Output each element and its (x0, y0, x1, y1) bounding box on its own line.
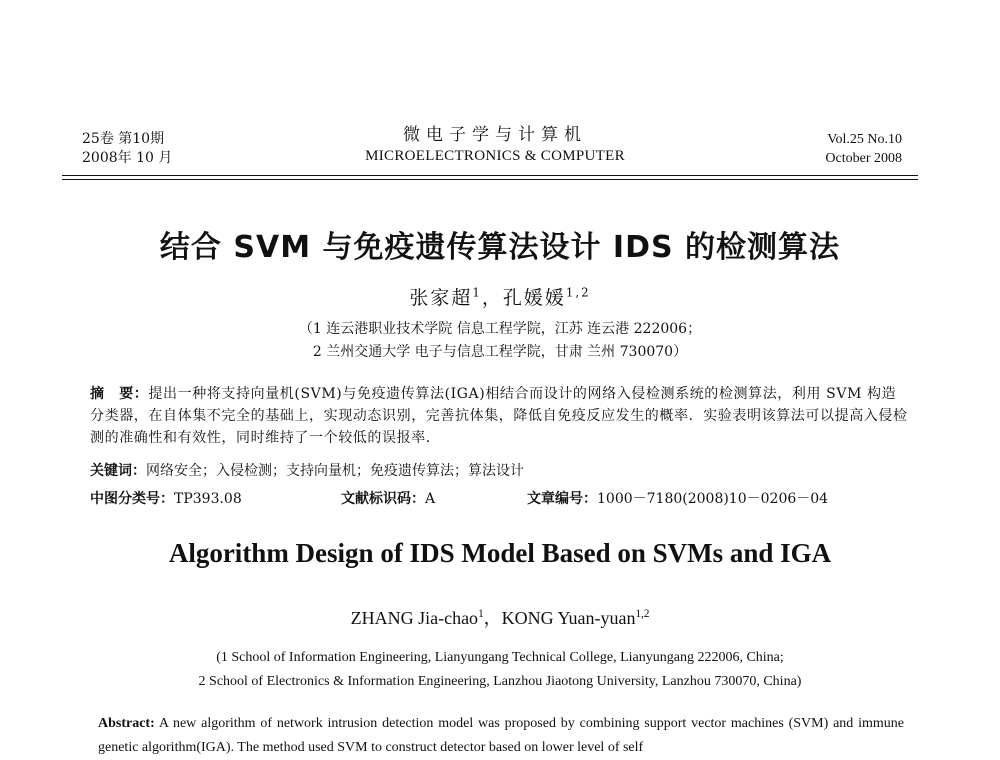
volume-issue-en (825, 130, 902, 168)
clc-value: TP393.08 (174, 491, 242, 507)
abstract-label-cn: 摘 要： (90, 386, 149, 402)
paper-title-en: Algorithm Design of IDS Model Based on SVMs and IGA (168, 538, 832, 568)
document-code-value: A (425, 491, 436, 507)
document-code (341, 488, 435, 508)
author-2-affil-en: 1,2 (635, 608, 650, 620)
keywords-label-cn: 关键词： (90, 463, 146, 479)
affiliation-2-en: 2 School of Electronics & Information Engineering, Lanzhou Jiaotong University, Lanzhou 730070, China) (198, 674, 802, 689)
abstract-text-en: A new algorithm of network intrusion detection model was proposed by combining support vector machines (SVM) and immune genetic algorithm(IGA). The method used SVM to construct detector based on lower level of self (98, 716, 904, 755)
affiliation-2-cn: 2 兰州交通大学 电子与信息工程学院，甘肃 兰州 730070） (312, 344, 688, 360)
volume-issue (82, 130, 172, 168)
article-number (527, 488, 828, 508)
header-rule-thick (62, 175, 918, 176)
date-cn: 2008年 10 月 (82, 150, 173, 166)
author-1-cn: 张家超 (409, 287, 473, 309)
journal-name (300, 124, 690, 166)
document-code-label: 文献标识码： (341, 491, 425, 507)
journal-name-en: MICROELECTRONICS & COMPUTER (365, 148, 625, 164)
article-number-label: 文章编号： (527, 491, 597, 507)
authors-en (0, 604, 1000, 630)
author-2-en: KONG Yuan-yuan (501, 608, 636, 628)
date-en: October 2008 (825, 151, 902, 166)
author-1-affil-cn: 1 (472, 285, 482, 300)
author-2-affil-cn: 1,2 (565, 285, 591, 300)
clc-label: 中图分类号： (90, 491, 174, 507)
clc-number (90, 488, 242, 508)
affiliation-1-cn: （1 连云港职业技术学院 信息工程学院，江苏 连云港 222006； (298, 321, 702, 337)
affiliations-en (0, 646, 1000, 694)
paper-title-cn: 结合 SVM 与免疫遗传算法设计 IDS 的检测算法 (159, 230, 841, 265)
author-1-affil-en: 1 (478, 608, 484, 620)
author-separator-en: ， (483, 608, 502, 628)
volume-number-en: Vol.25 No.10 (827, 132, 902, 147)
keywords-text-cn: 网络安全；入侵检测；支持向量机；免疫遗传算法；算法设计 (146, 463, 524, 479)
article-number-value: 1000－7180(2008)10－0206－04 (597, 491, 829, 507)
affiliation-1-en: (1 School of Information Engineering, Lianyungang Technical College, Lianyungang 222006, China; (216, 650, 784, 665)
volume-issue-cn: 25卷 第10期 (82, 131, 165, 147)
author-1-en: ZHANG Jia-chao (350, 608, 479, 628)
header-rule-thin (62, 179, 918, 180)
abstract-cn (90, 383, 910, 449)
abstract-en (98, 712, 904, 760)
abstract-label-en: Abstract: (98, 716, 155, 731)
authors-cn (0, 283, 1000, 310)
keywords-cn (90, 460, 910, 480)
author-2-cn: 孔媛媛 (502, 287, 566, 309)
author-separator-cn: ， (481, 287, 503, 309)
journal-name-cn: 微电子学与计算机 (403, 125, 587, 145)
affiliations-cn (0, 318, 1000, 364)
abstract-text-cn: 提出一种将支持向量机(SVM)与免疫遗传算法(IGA)相结合而设计的网络入侵检测系统的检测算法，利用 SVM 构造分类器，在自体集不完全的基础上，实现动态识别，完善抗体集，降低自免疫反应发生的概率．实验表明该算法可以提高入侵检测的准确性和有效性，同时维持了一个较低的误报率． (90, 386, 908, 446)
